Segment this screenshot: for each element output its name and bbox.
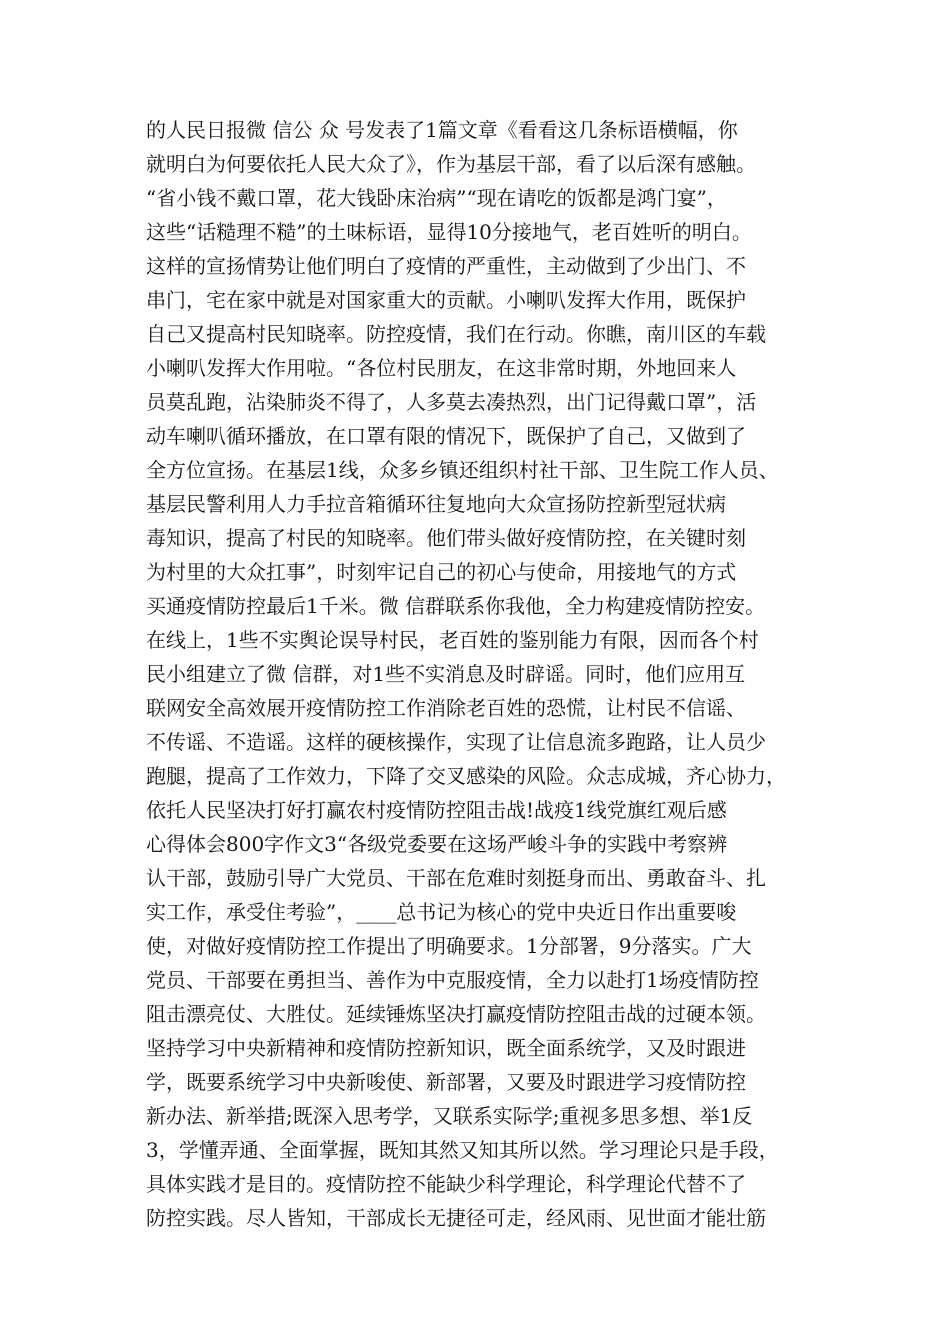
text-line: 使，对做好疫情防控工作提出了明确要求。1分部署，9分落实。广大 — [146, 934, 752, 958]
text-line: 不传谣、不造谣。这样的硬核操作，实现了让信息流多跑路，让人员少 — [146, 730, 766, 754]
text-line: 联网安全高效展开疫情防控工作消除老百姓的恐慌，让村民不信谣、 — [146, 696, 746, 720]
text-line: 依托人民坚决打好打赢农村疫情防控阻击战!战疫1线党旗红观后感 — [146, 798, 727, 822]
text-line: 3，学懂弄通、全面掌握，既知其然又知其所以然。学习理论只是手段， — [146, 1138, 779, 1162]
body-text — [146, 113, 826, 1235]
text-line: 动车喇叭循环播放，在口罩有限的情况下，既保护了自己，又做到了 — [146, 424, 746, 448]
text-line: 的人民日报微 信公 众 号发表了1篇文章《看看这几条标语横幅，你 — [146, 118, 738, 142]
text-line: 就明白为何要依托人民大众了》，作为基层干部，看了以后深有感触。 — [146, 152, 756, 176]
text-line: “省小钱不戴口罩，花大钱卧床治病”“现在请吃的饭都是鸿门宴”， — [146, 186, 727, 210]
text-line: 新办法、新举措;既深入思考学，又联系实际学;重视多思多想、举1反 — [146, 1104, 753, 1128]
text-line: 防控实践。尽人皆知，干部成长无捷径可走，经风雨、见世面才能壮筋 — [146, 1206, 766, 1230]
text-line: 坚持学习中央新精神和疫情防控新知识，既全面系统学，又及时跟进 — [146, 1036, 746, 1060]
text-line: 认干部，鼓励引导广大党员、干部在危难时刻挺身而出、勇敢奋斗、扎 — [146, 866, 766, 890]
text-line: 串门，宅在家中就是对国家重大的贡献。小喇叭发挥大作用，既保护 — [146, 288, 746, 312]
text-line: 小喇叭发挥大作用啦。“各位村民朋友，在这非常时期，外地回来人 — [146, 356, 737, 380]
text-line: 跑腿，提高了工作效力，下降了交叉感染的风险。众志成城，齐心协力， — [146, 764, 786, 788]
text-line: 毒知识，提高了村民的知晓率。他们带头做好疫情防控，在关键时刻 — [146, 526, 746, 550]
text-line: 具体实践才是目的。疫情防控不能缺少科学理论，科学理论代替不了 — [146, 1172, 746, 1196]
text-line: 这些“话糙理不糙”的土味标语，显得10分接地气，老百姓听的明白。 — [146, 220, 752, 244]
text-line: 阻击漂亮仗、大胜仗。延续锤炼坚决打赢疫情防控阻击战的过硬本领。 — [146, 1002, 766, 1026]
text-line: 学，既要系统学习中央新唆使、新部署，又要及时跟进学习疫情防控 — [146, 1070, 746, 1094]
text-line: 党员、干部要在勇担当、善作为中克服疫情，全力以赴打1场疫情防控 — [146, 968, 759, 992]
text-line: 自己又提高村民知晓率。防控疫情，我们在行动。你瞧，南川区的车载 — [146, 322, 766, 346]
text-line: 这样的宣扬情势让他们明白了疫情的严重性，主动做到了少出门、不 — [146, 254, 746, 278]
text-line: 在线上，1些不实舆论误导村民，老百姓的鉴别能力有限，因而各个村 — [146, 628, 759, 652]
text-line: 买通疫情防控最后1千米。微 信群联系你我他，全力构建疫情防控安。 — [146, 594, 766, 618]
text-line: 为村里的大众扛事”，时刻牢记自己的初心与使命，用接地气的方式 — [146, 560, 737, 584]
text-line: 心得体会800字作文3“各级党委要在这场严峻斗争的实践中考察辨 — [146, 832, 728, 856]
text-line: 全方位宣扬。在基层1线，众多乡镇还组织村社干部、卫生院工作人员、 — [146, 458, 779, 482]
text-line: 员莫乱跑，沾染肺炎不得了，人多莫去凑热烈，出门记得戴口罩”，活 — [146, 390, 757, 414]
text-line: 实工作，承受住考验”，____总书记为核心的党中央近日作出重要唆 — [146, 900, 737, 924]
text-line: 基层民警利用人力手拉音箱循环往复地向大众宣扬防控新型冠状病 — [146, 492, 726, 516]
text-line: 民小组建立了微 信群，对1些不实消息及时辟谣。同时，他们应用互 — [146, 662, 746, 686]
